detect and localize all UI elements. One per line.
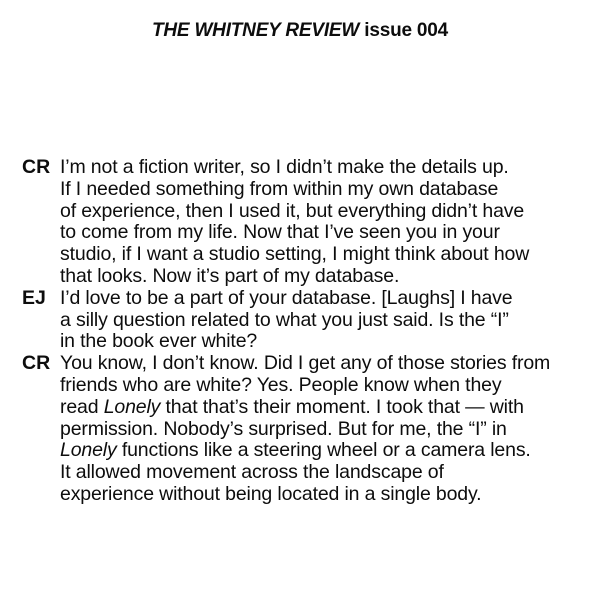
text-line (60, 440, 582, 462)
interview-text (22, 157, 582, 506)
issue-number: issue 004 (364, 20, 449, 41)
text-line: a silly question related to what you just said. Is the “I” (60, 308, 509, 331)
text-line: studio, if I want a studio setting, I might think about how (60, 243, 530, 266)
text-line: It allowed movement across the landscape of (60, 461, 444, 484)
text-line: I’m not a fiction writer, so I didn’t make the details up. (60, 156, 509, 178)
speaker-initials: CR (22, 156, 51, 178)
turn-text (60, 288, 582, 353)
turn-text (60, 157, 582, 288)
text-line: to come from my life. Now that I’ve seen you in your (60, 221, 500, 244)
speaker-initials: EJ (22, 286, 46, 309)
text-line: that looks. Now it’s part of my database. (60, 264, 400, 287)
speaker-initials: CR (22, 352, 51, 375)
interview-turn (22, 288, 582, 353)
turn-text (60, 353, 582, 506)
text-line: I’d love to be a part of your database. [Laughs] I have (60, 286, 513, 309)
text-line: If I needed something from within my own database (60, 177, 499, 200)
text-line: of experience, then I used it, but everything didn’t have (60, 199, 525, 222)
publication-title: THE WHITNEY REVIEW (151, 20, 360, 41)
text-line: permission. Nobody’s surprised. But for me, the “I” in (60, 417, 507, 440)
interview-turn (22, 353, 582, 506)
text-line: in the book ever white? (60, 330, 258, 353)
interview-turn (22, 157, 582, 288)
book-title: Lonely (60, 439, 117, 462)
text-segment: read (60, 395, 104, 418)
text-line: experience without being located in a single body. (60, 482, 482, 505)
text-segment: functions like a steering wheel or a camera lens. (116, 439, 531, 462)
text-line (60, 397, 582, 419)
page-header (0, 20, 600, 42)
text-segment: that that’s their moment. I took that — with (160, 395, 524, 418)
book-title: Lonely (103, 395, 161, 418)
text-line: friends who are white? Yes. People know when they (60, 373, 502, 396)
text-line: You know, I don’t know. Did I get any of those stories from (60, 352, 551, 375)
